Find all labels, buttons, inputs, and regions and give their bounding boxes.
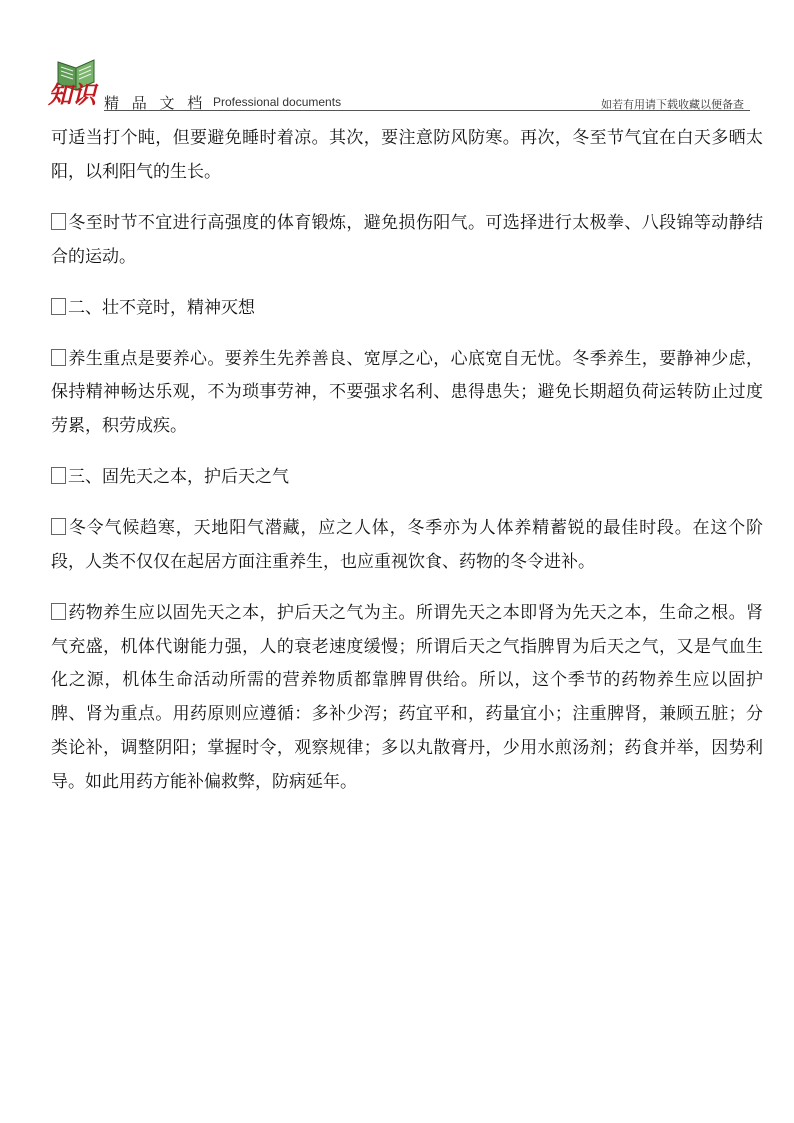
paragraph bbox=[51, 343, 763, 444]
section-heading bbox=[51, 292, 763, 326]
heading-text: 二、壮不竞时，精神灭想 bbox=[68, 297, 255, 318]
paragraph-text: 药物养生应以固先天之本，护后天之气为主。所谓先天之本即肾为先天之本，生命之根。肾气充盛，机体代谢能力强，人的衰老速度缓慢；所谓后天之气指脾胃为后天之气，又是气血生化之源，机体生命活动所需的营养物质都靠脾胃供给。所以，这个季节的药物养生应以固护脾、肾为重点。用药原则应遵循：多补少泻；药宜平和，药量宜小；注重脾肾，兼顾五脏；分类论补，调整阴阳；掌握时令，观察规律；多以丸散膏丹，少用水煎汤剂；药食并举，因势利导。如此用药方能补偏救弊，防病延年。 bbox=[51, 603, 763, 792]
document-body bbox=[51, 122, 763, 817]
bullet-box-icon bbox=[51, 349, 66, 366]
header-note: 如若有用请下载收藏以便备查 bbox=[601, 98, 744, 111]
paragraph bbox=[51, 207, 763, 274]
paragraph-text: 养生重点是要养心。要养生先养善良、宽厚之心，心底宽自无忧。冬季养生，要静神少虑，保持精神畅达乐观，不为琐事劳神，不要强求名利、患得患失；避免长期超负荷运转防止过度劳累，积劳成疾。 bbox=[51, 348, 763, 437]
header-subtitle: Professional documents bbox=[213, 95, 342, 109]
bullet-box-icon bbox=[51, 518, 66, 535]
bullet-box-icon bbox=[51, 467, 66, 484]
page-header bbox=[0, 0, 794, 112]
section-heading bbox=[51, 461, 763, 495]
bullet-box-icon bbox=[51, 298, 66, 315]
header-divider bbox=[104, 110, 750, 111]
paragraph-text: 可适当打个盹，但要避免睡时着凉。其次，要注意防风防寒。再次，冬至节气宜在白天多晒太阳，以利阳气的生长。 bbox=[51, 128, 763, 182]
logo-lettering: 知识 bbox=[48, 80, 96, 106]
heading-text: 三、固先天之本，护后天之气 bbox=[68, 467, 289, 488]
header-title: 精 品 文 档 bbox=[104, 94, 207, 112]
paragraph bbox=[51, 512, 763, 579]
paragraph-text: 冬至时节不宜进行高强度的体育锻炼，避免损伤阳气。可选择进行太极拳、八段锦等动静结合的运动。 bbox=[51, 212, 763, 267]
bullet-box-icon bbox=[51, 603, 66, 620]
book-logo-icon bbox=[46, 56, 102, 106]
paragraph-text: 冬令气候趋寒，天地阳气潜藏，应之人体，冬季亦为人体养精蓄锐的最佳时段。在这个阶段，人类不仅仅在起居方面注重养生，也应重视饮食、药物的冬令进补。 bbox=[51, 518, 763, 572]
paragraph bbox=[51, 122, 763, 189]
paragraph bbox=[51, 597, 763, 799]
bullet-box-icon bbox=[51, 213, 66, 230]
